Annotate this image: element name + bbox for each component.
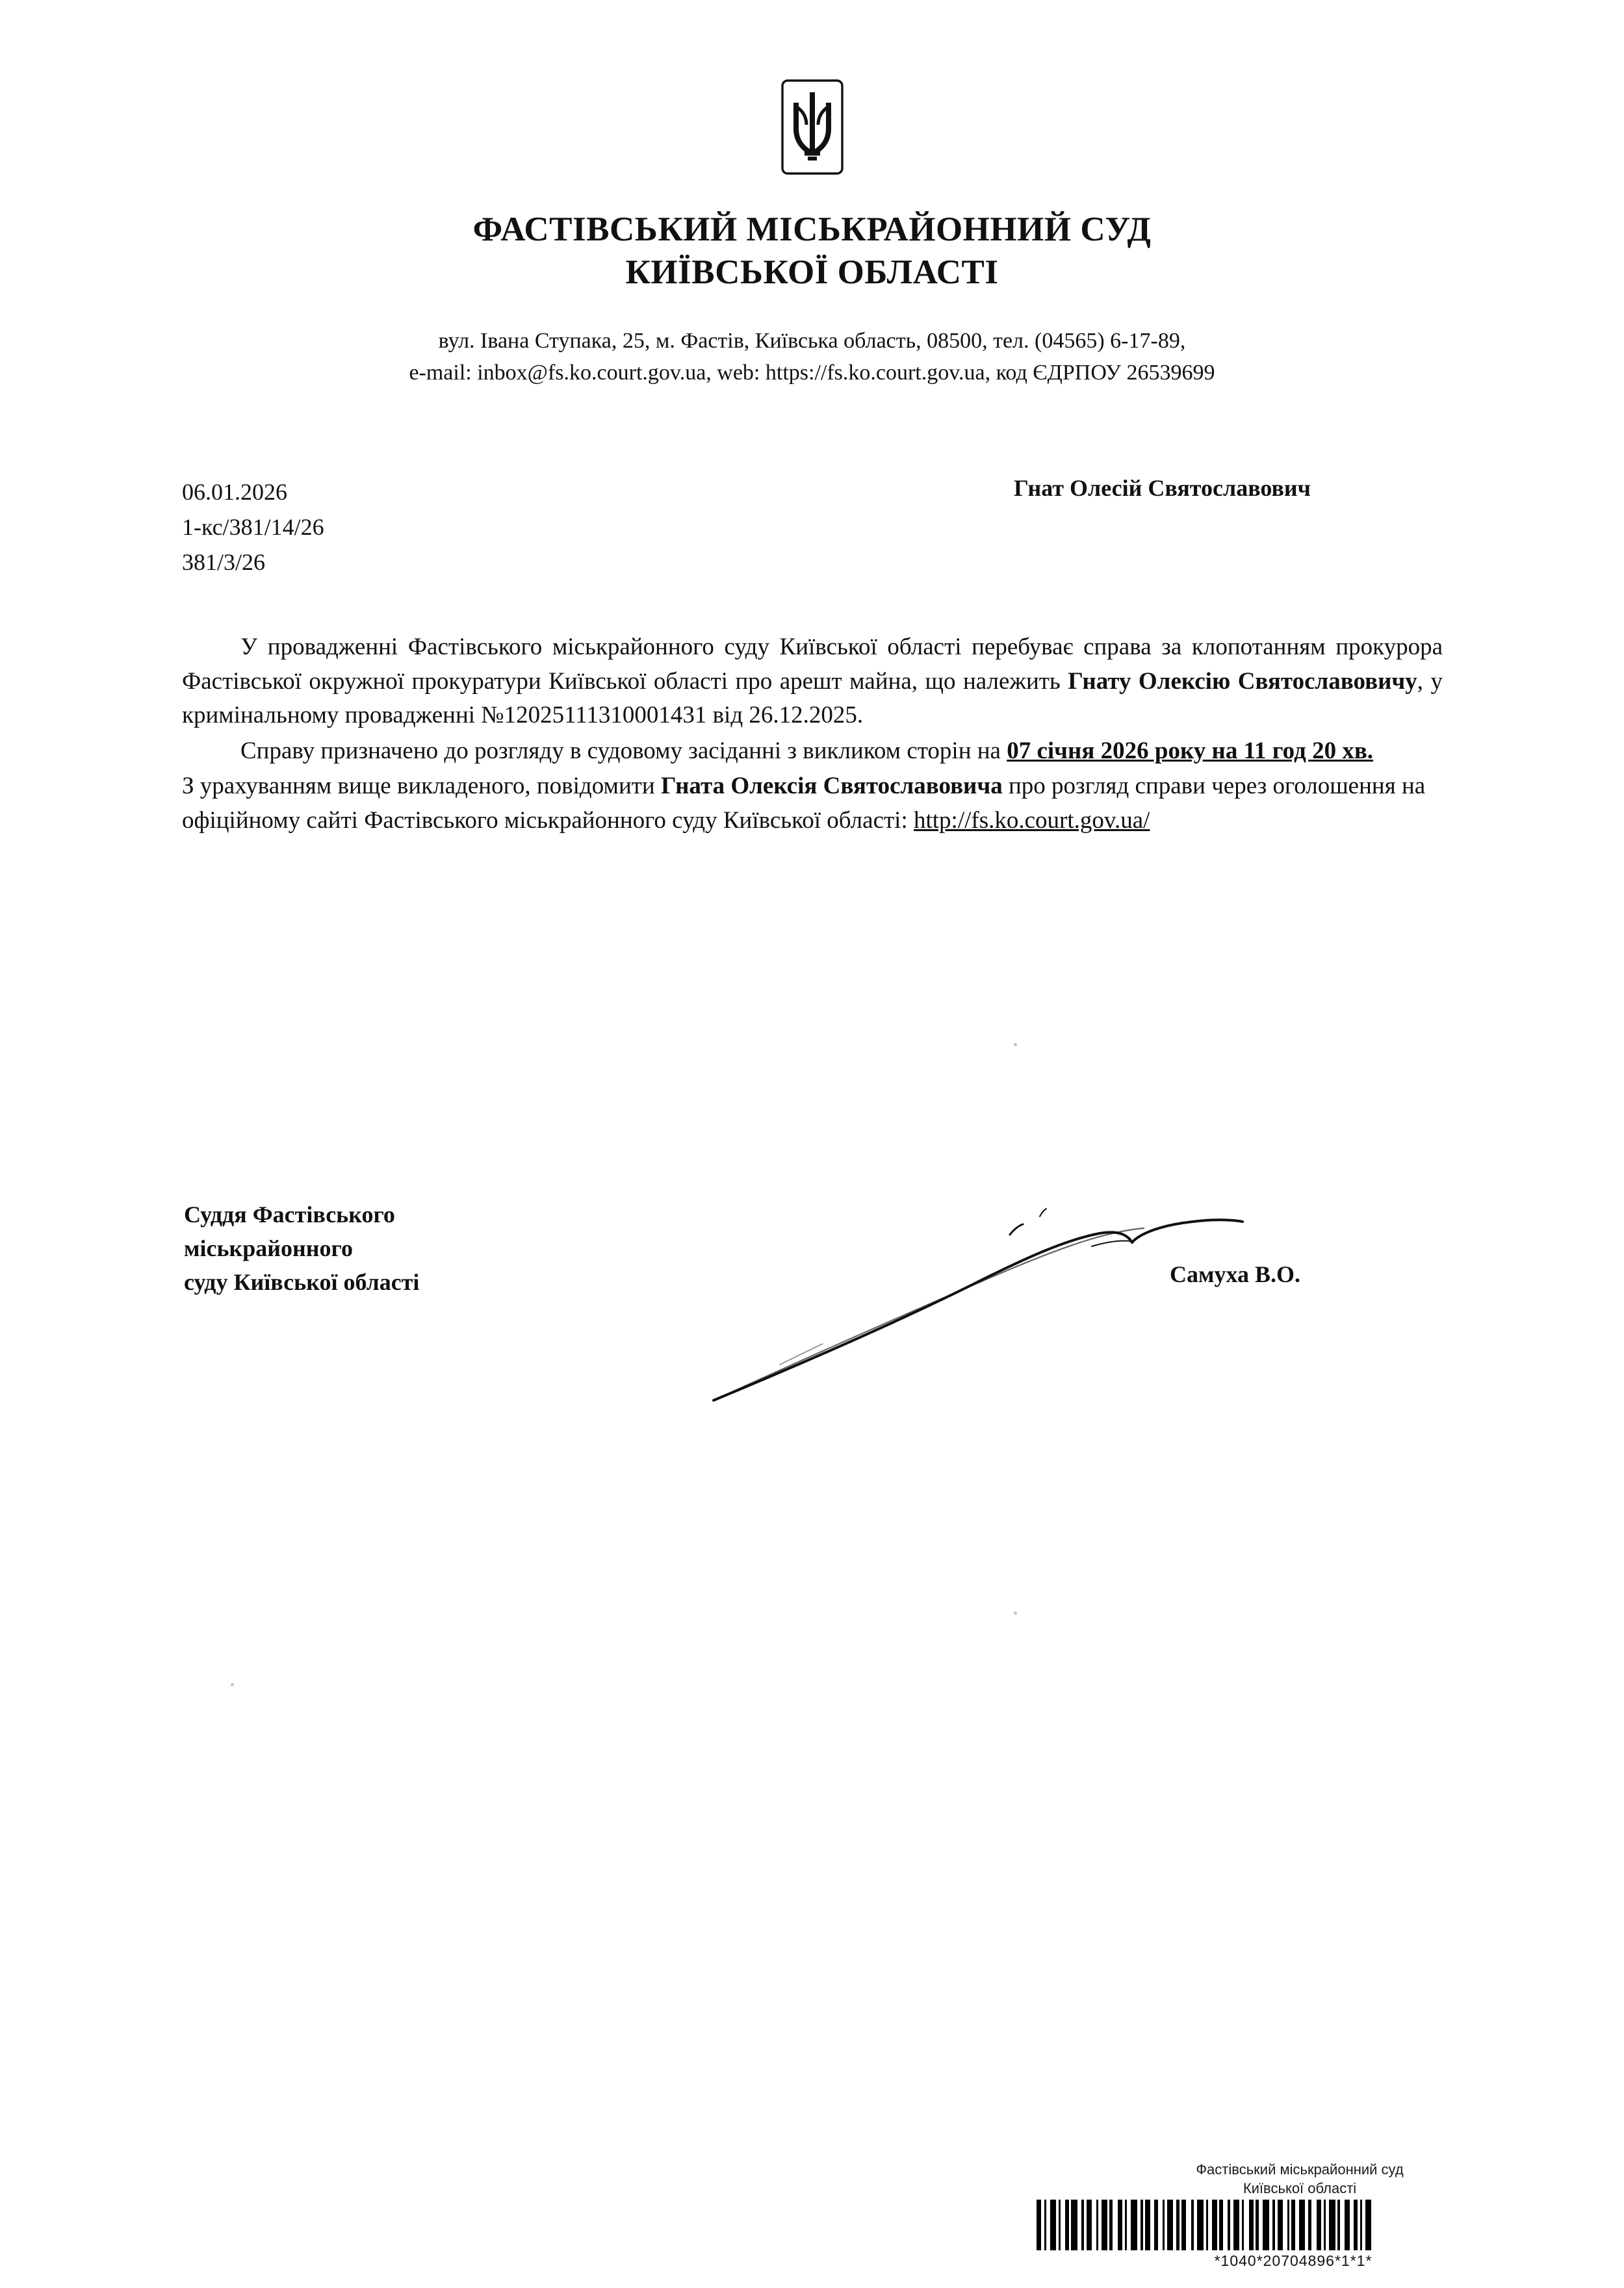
ukraine-trident-emblem-icon	[777, 77, 848, 177]
body-p3-bold: Гната Олексія Святославовича	[660, 773, 1003, 800]
emblem-container	[0, 77, 1624, 181]
document-meta	[182, 474, 324, 580]
signatory-name: Самуха В.О.	[1170, 1261, 1301, 1287]
court-title-line1: ФАСТІВСЬКИЙ МІСЬКРАЙОННИЙ СУД	[472, 211, 1152, 248]
court-title-line2: КИЇВСЬКОЇ ОБЛАСТІ	[625, 253, 999, 292]
footer-stamp-line2: Київської області	[1243, 2179, 1357, 2196]
reference-number: 381/3/26	[182, 549, 266, 575]
signature-title	[184, 1198, 419, 1300]
footer-stamp-line1: Фастівський міськрайонний суд	[1196, 2161, 1404, 2178]
document-body	[182, 630, 1443, 838]
hearing-datetime: 07 січня 2026 року на 11 год 20 хв.	[1007, 737, 1374, 764]
body-p3-part1: З урахуванням вище викладеного, повідомити	[182, 773, 661, 800]
addressee: Гнат Олесій Святославович	[1014, 475, 1311, 501]
case-number: 1-кс/381/14/26	[182, 514, 324, 540]
body-paragraph-1	[182, 630, 1443, 733]
stray-mark	[1014, 1043, 1017, 1046]
barcode-text: *1040*20704896*1*1*	[1214, 2252, 1373, 2269]
body-p1-part2: , у кримінальному провадженні №12025111310001431 від 26.12.2025.	[182, 667, 1443, 729]
signature-title-line1: Суддя Фастівського	[184, 1202, 395, 1228]
body-p1-part1: У провадженні Фастівського міськрайонного суду Київської області перебуває справа за клопотанням прокурора Фастівської окружної прокуратури Київської області про арешт майна, що належить	[182, 634, 1443, 695]
body-p3-part2: про розгляд справи через оголошення на офіційному сайті Фастівського міськрайонного суду Київської області:	[182, 773, 1426, 834]
barcode-icon	[1037, 2200, 1550, 2250]
signature-title-line3: суду Київської області	[184, 1269, 420, 1296]
handwritten-signature-icon	[702, 1170, 1248, 1430]
court-contacts-line2: e-mail: inbox@fs.ko.court.gov.ua, web: https://fs.ko.court.gov.ua, код ЄДРПОУ 26539699	[409, 361, 1215, 385]
body-p1-bold: Гнату Олексію Святославовичу	[1068, 667, 1417, 695]
document-date: 06.01.2026	[182, 479, 287, 505]
court-contacts-line1: вул. Івана Ступака, 25, м. Фастів, Київська область, 08500, тел. (04565) 6-17-89,	[438, 329, 1186, 353]
court-title	[0, 208, 1624, 294]
court-website-link[interactable]: http://fs.ko.court.gov.ua/	[913, 806, 1150, 834]
body-paragraph-3	[182, 769, 1443, 838]
body-paragraph-2	[182, 734, 1443, 769]
footer-stamp-caption	[1150, 2161, 1449, 2198]
stray-mark	[231, 1683, 234, 1686]
court-contacts	[0, 325, 1624, 389]
stray-mark	[1014, 1612, 1017, 1615]
body-p2-part1: Справу призначено до розгляду в судовому засіданні з викликом сторін на	[240, 737, 1007, 764]
signature-title-line2: міськрайонного	[184, 1235, 353, 1262]
